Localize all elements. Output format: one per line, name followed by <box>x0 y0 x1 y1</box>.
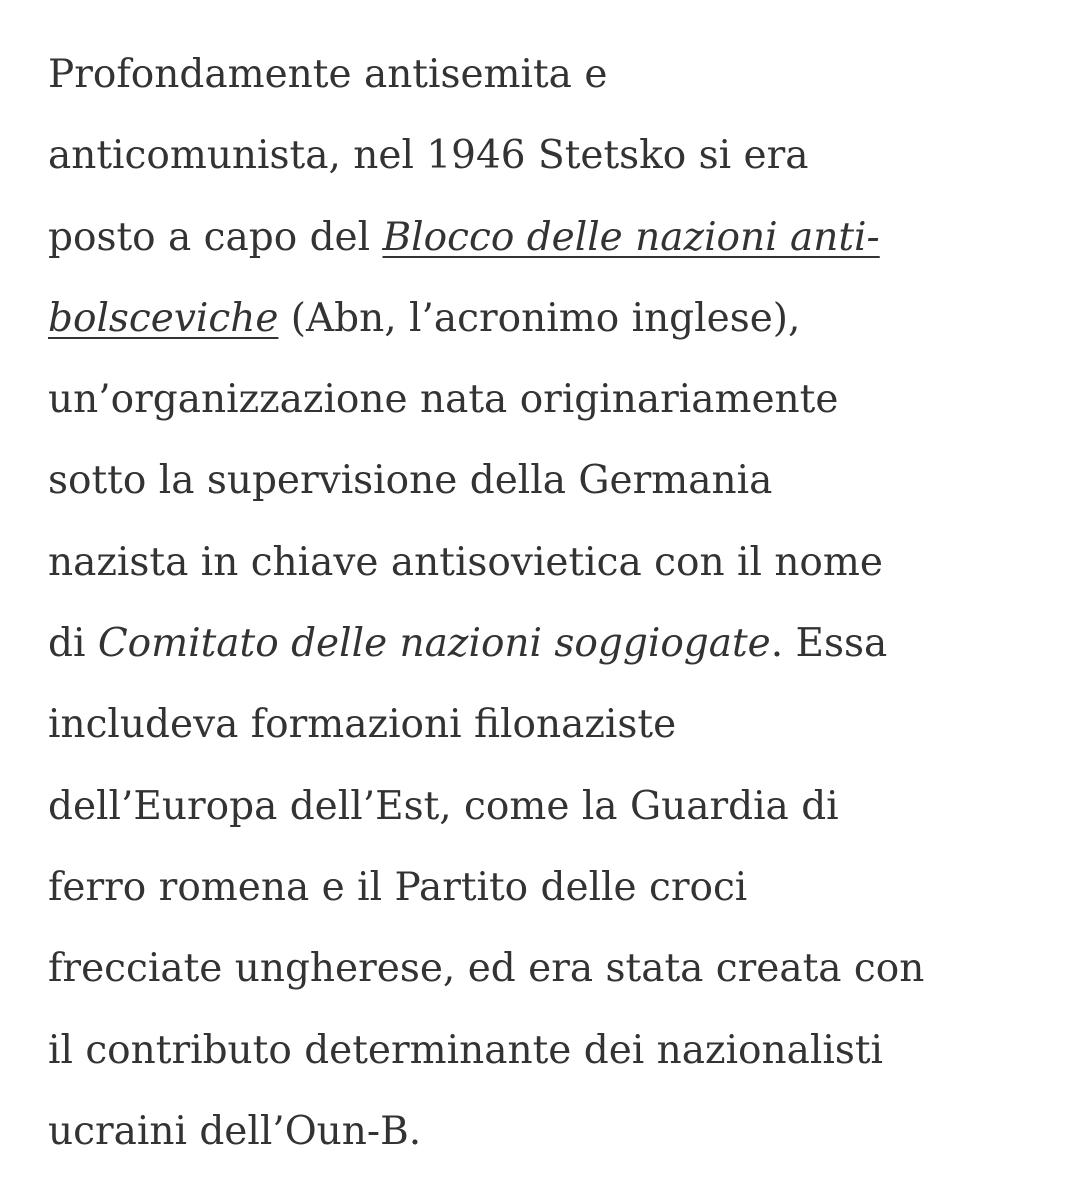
paragraph-line-11: ferro romena e il Partito delle croci <box>48 864 748 910</box>
paragraph-text: posto a capo del <box>48 214 383 260</box>
paragraph-text: (Abn, l’acronimo inglese), <box>278 295 801 341</box>
paragraph-line-7: nazista in chiave antisovietica con il nome <box>48 539 883 585</box>
paragraph-line-6: sotto la supervisione della Germania <box>48 458 773 504</box>
paragraph-line-3 <box>48 197 1048 278</box>
paragraph-line-5: un’organizzazione nata originariamente <box>48 377 839 423</box>
paragraph-text: di <box>48 621 98 667</box>
paragraph-line-2: anticomunista, nel 1946 Stetsko si era <box>48 133 809 179</box>
paragraph-line-9: includeva formazioni filonaziste <box>48 702 677 748</box>
abn-link-part-2[interactable]: bolsceviche <box>48 295 279 341</box>
paragraph-line-12: frecciate ungherese, ed era stata creata con <box>48 946 925 992</box>
paragraph-line-10: dell’Europa dell’Est, come la Guardia di <box>48 783 839 829</box>
paragraph-line-13: il contributo determinante dei nazionalisti <box>48 1027 883 1073</box>
paragraph-text: . Essa <box>770 621 888 667</box>
paragraph-line-14: ucraini dell’Oun-B. <box>48 1108 422 1154</box>
abn-link-part-1[interactable]: Blocco delle nazioni anti- <box>382 214 880 260</box>
paragraph-line-4 <box>48 278 1048 359</box>
paragraph-line-8 <box>48 603 1048 684</box>
committee-name-italic: Comitato delle nazioni soggiogate <box>97 621 771 667</box>
article-paragraph <box>48 34 1048 1172</box>
paragraph-line-1: Profondamente antisemita e <box>48 52 608 97</box>
